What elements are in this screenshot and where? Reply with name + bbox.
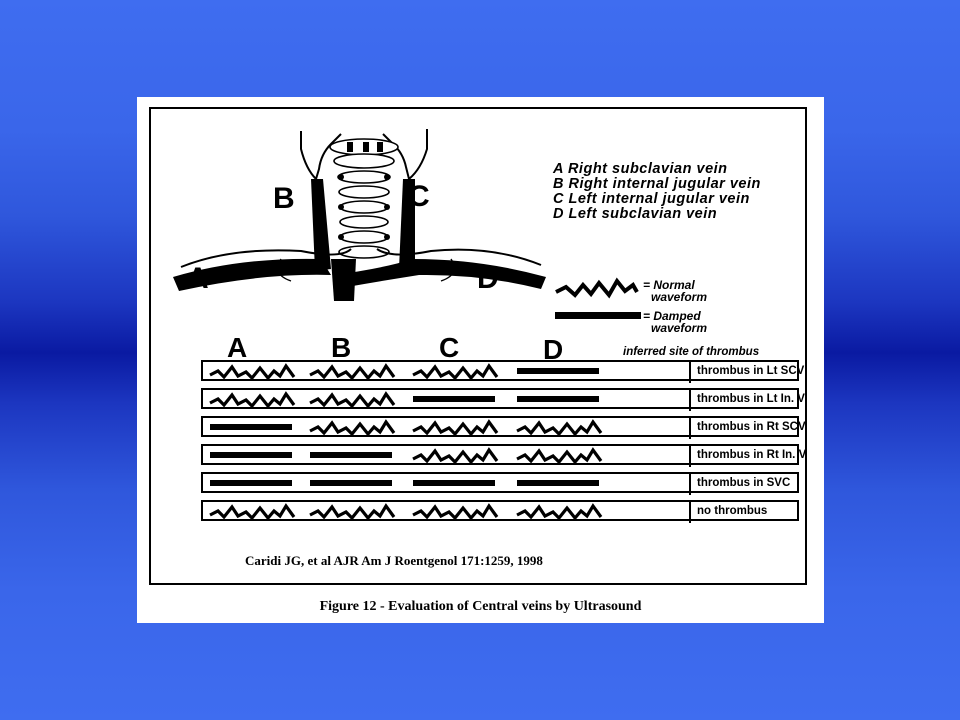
row-label: no thrombus [689, 502, 799, 523]
figure-slide [137, 97, 824, 623]
label-b: B [273, 182, 295, 215]
normal-waveform [413, 422, 497, 434]
damped-waveform [210, 480, 292, 486]
damped-waveform [310, 452, 392, 458]
normal-waveform [310, 394, 394, 406]
normal-waveform [210, 506, 294, 518]
damped-waveform [517, 480, 599, 486]
normal-waveform [310, 506, 394, 518]
legend-item-b: B Right internal jugular vein [553, 176, 761, 192]
normal-waveform-sample [556, 281, 637, 295]
row-waveforms [203, 362, 683, 383]
row-waveforms [203, 418, 683, 439]
damped-waveform [413, 396, 495, 402]
damped-waveform [413, 480, 495, 486]
row-waveforms [203, 390, 683, 411]
damped-waveform [517, 368, 599, 374]
table-header-inferred-site: inferred site of thrombus [623, 346, 760, 358]
legend-item-c: C Left internal jugular vein [553, 191, 750, 207]
row-waveforms [203, 474, 683, 495]
normal-key-line2: waveform [651, 290, 708, 304]
normal-waveform [413, 506, 497, 518]
table-row [201, 444, 807, 465]
damped-waveform [210, 452, 292, 458]
row-label: thrombus in SVC [689, 474, 799, 495]
citation: Caridi JG, et al AJR Am J Roentgenol 171:1259, 1998 [245, 553, 543, 568]
column-header-a: A [227, 332, 248, 363]
row-label: thrombus in Lt In. V [689, 390, 799, 411]
normal-waveform [517, 422, 601, 434]
table-row [201, 416, 806, 437]
row-waveforms [203, 446, 683, 467]
figure-frame [149, 107, 807, 585]
table-row [201, 500, 799, 521]
label-d: D [477, 262, 499, 295]
legend-item-d: D Left subclavian vein [553, 206, 718, 222]
normal-waveform [210, 394, 294, 406]
damped-key-line2: waveform [651, 321, 708, 335]
normal-waveform [517, 506, 601, 518]
normal-waveform [413, 450, 497, 462]
legend-item-a: A Right subclavian vein [553, 161, 728, 177]
column-header-d: D [543, 334, 564, 365]
table-row [201, 472, 799, 493]
row-label: thrombus in Lt SCV [689, 362, 799, 383]
row-waveforms [203, 502, 683, 523]
table-row [201, 388, 805, 409]
table-row [201, 360, 805, 381]
label-a: A [187, 262, 209, 295]
figure-caption: Figure 12 - Evaluation of Central veins by Ultrasound [319, 599, 642, 614]
damped-waveform-sample [555, 312, 641, 319]
normal-key-line1: = Normal [643, 278, 695, 292]
label-c: C [408, 180, 430, 213]
row-label: thrombus in Rt In. V [689, 446, 799, 467]
normal-waveform [310, 422, 394, 434]
normal-waveform [413, 366, 497, 378]
column-header-c: C [439, 332, 460, 363]
damped-waveform [517, 396, 599, 402]
damped-key-line1: = Damped [643, 309, 701, 323]
column-header-b: B [331, 332, 352, 363]
damped-waveform [210, 424, 292, 430]
normal-waveform [517, 450, 601, 462]
normal-waveform [310, 366, 394, 378]
row-label: thrombus in Rt SCV [689, 418, 799, 439]
damped-waveform [310, 480, 392, 486]
normal-waveform [210, 366, 294, 378]
